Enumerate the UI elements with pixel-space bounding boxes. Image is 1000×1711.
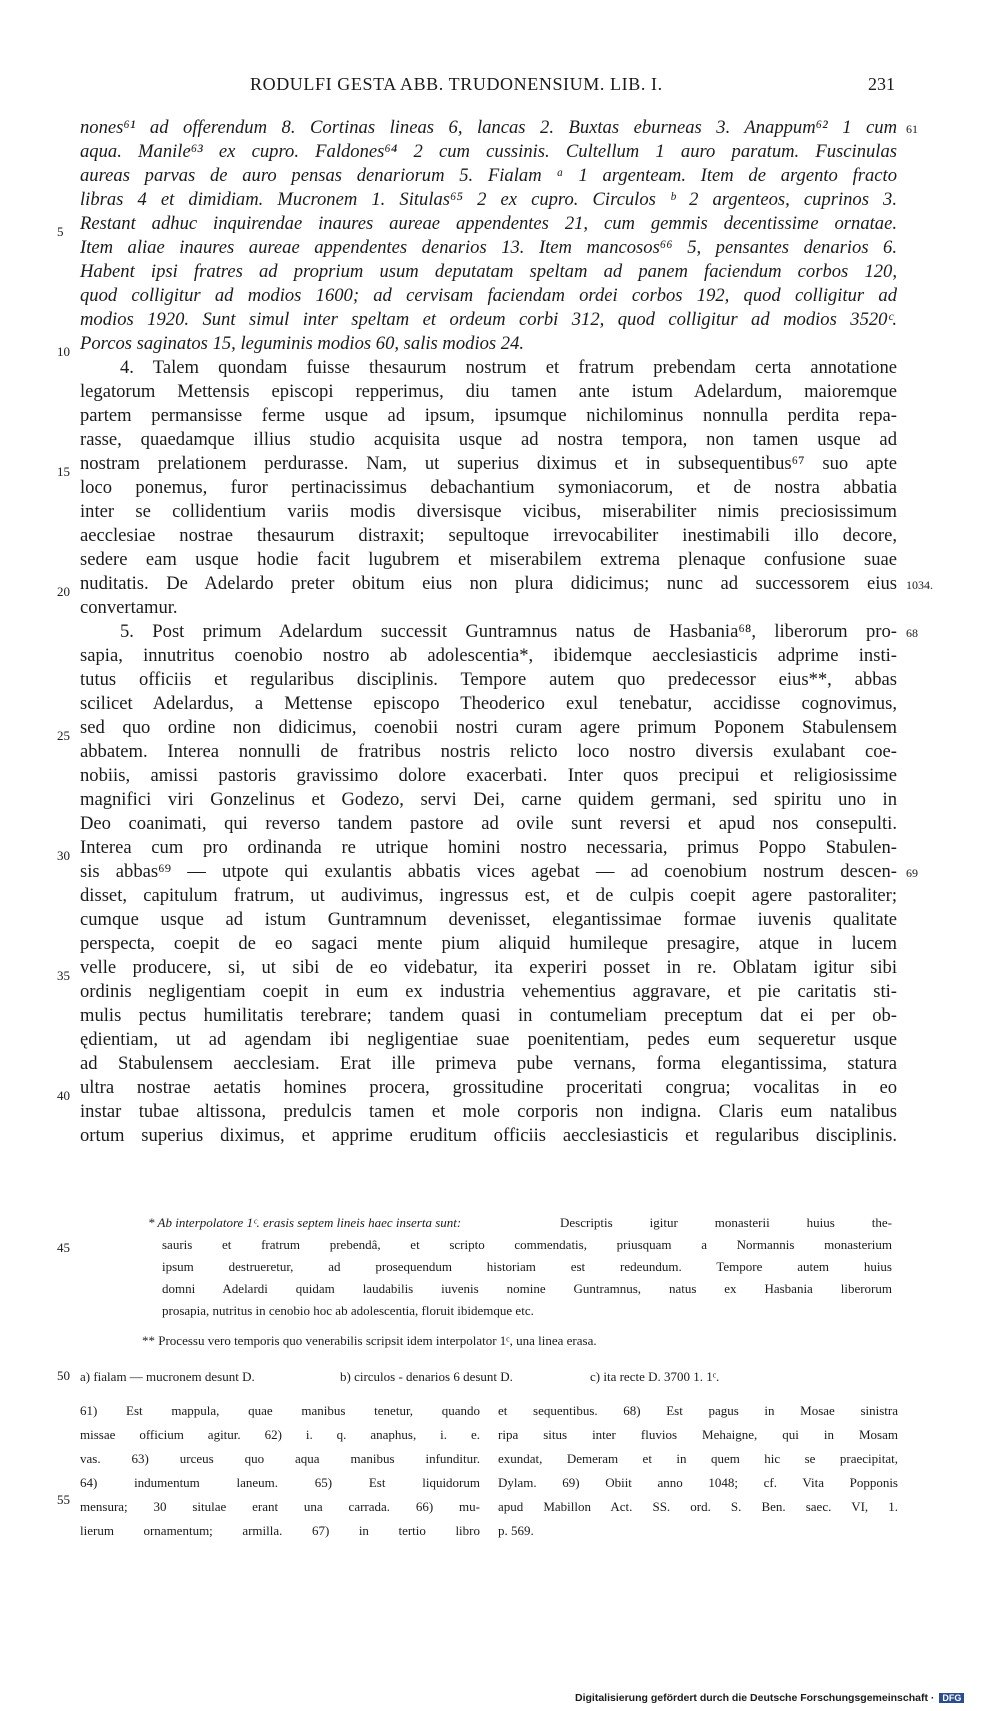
digitization-credit: Digitalisierung gefördert durch die Deutsche Forschungsgemeinschaft · DFG — [575, 1692, 964, 1704]
text-line: perspecta, coepit de eo sagaci mente pium aliquid humileque presagire, atque in lucem — [80, 933, 897, 954]
text-line: ultra nostrae aetatis homines procera, grossitudine proceritati congrua; vocalitas in eo — [80, 1077, 897, 1098]
footnote-line: missae officium agitur. 62) i. q. anaphus, i. e. — [80, 1427, 480, 1442]
text-line: aureas parvas de auro pensas denariorum 5. Fialam ᵃ 1 argenteam. Item de argento fracto — [80, 165, 897, 186]
footnote-line: apud Mabillon Act. SS. ord. S. Ben. saec. VI, 1. — [498, 1499, 898, 1514]
running-title: RODULFI GESTA ABB. TRUDONENSIUM. LIB. I. — [250, 74, 663, 94]
interpolation-note-2: ** Processu vero temporis quo venerabilis scripsit idem interpolator 1ᶜ, una linea erasa. — [142, 1333, 597, 1348]
line-number: 20 — [57, 584, 70, 599]
footnote-line: exundat, Demeram et in quem hic se praecipitat, — [498, 1451, 898, 1466]
line-number: 25 — [57, 728, 70, 743]
text-line: sed quo ordine non didicimus, coenobii nostri curam agere primum Poponem Stabulensem — [80, 717, 897, 738]
text-line: disset, capitulum fratrum, ut audivimus, ingressus est, et de culpis coepit agere pastoraliter; — [80, 885, 897, 906]
text-line: scilicet Adelardus, a Mettense episcopo Theoderico exul tenebatur, accidisse cognovimus, — [80, 693, 897, 714]
margin-note: 68 — [906, 626, 918, 640]
interpolation-note-line: domni Adelardi quidam laudabilis iuvenis nomine Guntramnus, natus ex Hasbania liberorum — [162, 1281, 892, 1296]
text-line: nobiis, amissi pastoris gravissimo dolore exacerbati. Inter quos precipui et religiosissime — [80, 765, 897, 786]
footnote-line: mensura; 30 situlae erant una carrada. 66) mu- — [80, 1499, 480, 1514]
paragraph-start: 4. Talem quondam fuisse thesaurum nostrum et fratrum prebendam certa annotatione — [120, 357, 897, 378]
text-line: tutus officiis et regularibus disciplinis. Tempore autem quo predecessor eius**, abbas — [80, 669, 897, 690]
apparatus-note-c: c) ita recte D. 3700 1. 1ᶜ. — [590, 1369, 720, 1384]
page-number: 231 — [868, 74, 895, 94]
line-number: 30 — [57, 848, 70, 863]
text-line: modios 1920. Sunt simul inter speltam et ordeum corbi 312, quod colligitur ad modios 3520ᶜ. — [80, 309, 897, 330]
text-line: instar tubae altissona, predulcis tamen et mole corporis non indigna. Claris eum natalibus — [80, 1101, 897, 1122]
margin-note: 61 — [906, 122, 918, 136]
text-line: sedere eam usque hodie facit lugubrem et miserabilem extrema plenaque confusione suae — [80, 549, 897, 570]
footnote-line: 61) Est mappula, quae manibus tenetur, quando — [80, 1403, 480, 1418]
apparatus-note-b: b) circulos - denarios 6 desunt D. — [340, 1369, 513, 1384]
text-line: rasse, quaedamque illius studio acquisita usque ad nostra tempora, non tamen usque ad — [80, 429, 897, 450]
text-line: Porcos saginatos 15, leguminis modios 60, salis modios 24. — [80, 333, 525, 354]
footnote-line: vas. 63) urceus quo aqua manibus infunditur. — [80, 1451, 480, 1466]
text-line: Habent ipsi fratres ad proprium usum deputatam speltam ad panem faciendum corbos 120, — [80, 261, 897, 282]
margin-note: 69 — [906, 866, 918, 880]
text-line: cumque usque ad istum Guntramnum devenisset, elegantissimae formae iuvenis qualitate — [80, 909, 897, 930]
text-line: ędientiam, ut ad agendam ibi negligentiae suae poenitentiam, pedes eum sequeretur usque — [80, 1029, 897, 1050]
text-line: nuditatis. De Adelardo preter obitum eius non plura didicimus; nunc ad successorem eius — [80, 573, 897, 594]
line-number: 15 — [57, 464, 70, 479]
text-line: legatorum Mettensis episcopi repperimus, diu tamen ante istum Adelardum, maioremque — [80, 381, 897, 402]
interpolation-note-line: sauris et fratrum prebendâ, et scripto commendatis, priusquam a Normannis monasterium — [162, 1237, 892, 1252]
apparatus-note-a: a) fialam — mucronem desunt D. — [80, 1369, 255, 1384]
line-number: 55 — [57, 1492, 70, 1507]
interpolation-note-line: prosapia, nutritus in cenobio hoc ab adolescentia, floruit ibidemque etc. — [162, 1303, 534, 1318]
text-line: nones⁶¹ ad offerendum 8. Cortinas lineas 6, lancas 2. Buxtas eburneas 3. Anappum⁶² 1 cum — [80, 117, 897, 138]
text-line: velle producere, si, ut sibi de eo videbatur, ita experiri posset in re. Oblatam igitur sibi — [80, 957, 897, 978]
interpolation-note-line: ipsum destrueretur, ad prosequendum historiam est redeundum. Tempore autem huius — [162, 1259, 892, 1274]
text-line: aqua. Manile⁶³ ex cupro. Faldones⁶⁴ 2 cum cussinis. Cultellum 1 auro paratum. Fuscinulas — [80, 141, 897, 162]
text-line: aecclesiae nostrae thesaurum distraxit; sepultoque irrevocabiliter inestimabili illo decore, — [80, 525, 897, 546]
paragraph-start: 5. Post primum Adelardum successit Guntramnus natus de Hasbania⁶⁸, liberorum pro- — [120, 621, 897, 642]
interpolation-note-prefix: * Ab interpolatore 1ᶜ. erasis septem lineis haec inserta sunt: — [148, 1215, 462, 1230]
text-line: mulis pectus humilitatis terebrare; tandem quasi in contumeliam preceptum dat ei per ob- — [80, 1005, 897, 1026]
text-line: quod colligitur ad modios 1600; ad cervisam faciendam ordei corbos 192, quod colligitur ad — [80, 285, 897, 306]
dfg-logo-icon: DFG — [939, 1693, 964, 1703]
text-line: Interea cum pro ordinanda re utrique homini nostro necessaria, primus Poppo Stabulen- — [80, 837, 897, 858]
line-number: 5 — [57, 224, 64, 239]
text-line: ordinis negligentiam coepit in eum ex industria vehementius aggravare, et pie caritatis sti- — [80, 981, 897, 1002]
text-line: ortum superius diximus, et apprime eruditum officiis aecclesiasticis et regularibus disciplinis. — [80, 1125, 897, 1146]
footnote-line: lierum ornamentum; armilla. 67) in tertio libro — [80, 1523, 480, 1538]
footnote-line: et sequentibus. 68) Est pagus in Mosae sinistra — [498, 1403, 898, 1418]
text-line: sapia, innutritus coenobio nostro ab adolescentia*, ibidemque aecclesiasticis adprime insti- — [80, 645, 897, 666]
text-line: Restant adhuc inquirendae inaures aureae appendentes 21, cum gemmis decentissime ornatae. — [80, 213, 897, 234]
text-line: ad Stabulensem aecclesiam. Erat ille primeva pube vernans, forma elegantissima, statura — [80, 1053, 897, 1074]
digitization-credit-text: Digitalisierung gefördert durch die Deutsche Forschungsgemeinschaft — [575, 1692, 928, 1704]
text-line: loco ponemus, furor pertinacissimus debachantium symoniacorum, et de nostra abbatia — [80, 477, 897, 498]
footnote-line: p. 569. — [498, 1523, 534, 1538]
text-line: Deo coanimati, qui reverso tandem pastore ad ovile sunt reversi et apud nos consepulti. — [80, 813, 897, 834]
text-line: partem permansisse ferme usque ad ipsum, ipsumque nichilominus nonnulla perdita repa- — [80, 405, 897, 426]
text-line: abbatem. Interea nonnulli de fratribus nostris relicto loco nostro diversis exulabant coe- — [80, 741, 897, 762]
text-line: Item aliae inaures aureae appendentes denarios 13. Item mancosos⁶⁶ 5, pensantes denarios 6. — [80, 237, 897, 258]
line-number: 35 — [57, 968, 70, 983]
footnote-line: 64) indumentum laneum. 65) Est liquidorum — [80, 1475, 480, 1490]
line-number: 40 — [57, 1088, 70, 1103]
line-number: 50 — [57, 1368, 70, 1383]
line-number: 45 — [57, 1240, 70, 1255]
margin-note: 1034. — [906, 578, 933, 592]
footnote-line: ripa situs inter fluvios Mehaigne, qui in Mosam — [498, 1427, 898, 1442]
text-line: magnifici viri Gonzelinus et Godezo, servi Dei, carne quidem germani, sed spiritu uno in — [80, 789, 897, 810]
footnote-line: Dylam. 69) Obiit anno 1048; cf. Vita Popponis — [498, 1475, 898, 1490]
text-line: inter se collidentium variis modis diversisque vicibus, miserabiliter nimis preciosissimum — [80, 501, 897, 522]
text-line: libras 4 et dimidiam. Mucronem 1. Situlas⁶⁵ 2 ex cupro. Circulos ᵇ 2 argenteos, cuprinos 3. — [80, 189, 897, 210]
text-line: nostram prelationem perdurasse. Nam, ut superius diximus et in subsequentibus⁶⁷ suo apte — [80, 453, 897, 474]
text-line: convertamur. — [80, 597, 178, 618]
text-line: sis abbas⁶⁹ — utpote qui exulantis abbatis vices agebat — ad coenobium nostrum descen- — [80, 861, 897, 882]
line-number: 10 — [57, 344, 70, 359]
interpolation-note-line: Descriptis igitur monasterii huius the- — [560, 1215, 892, 1230]
